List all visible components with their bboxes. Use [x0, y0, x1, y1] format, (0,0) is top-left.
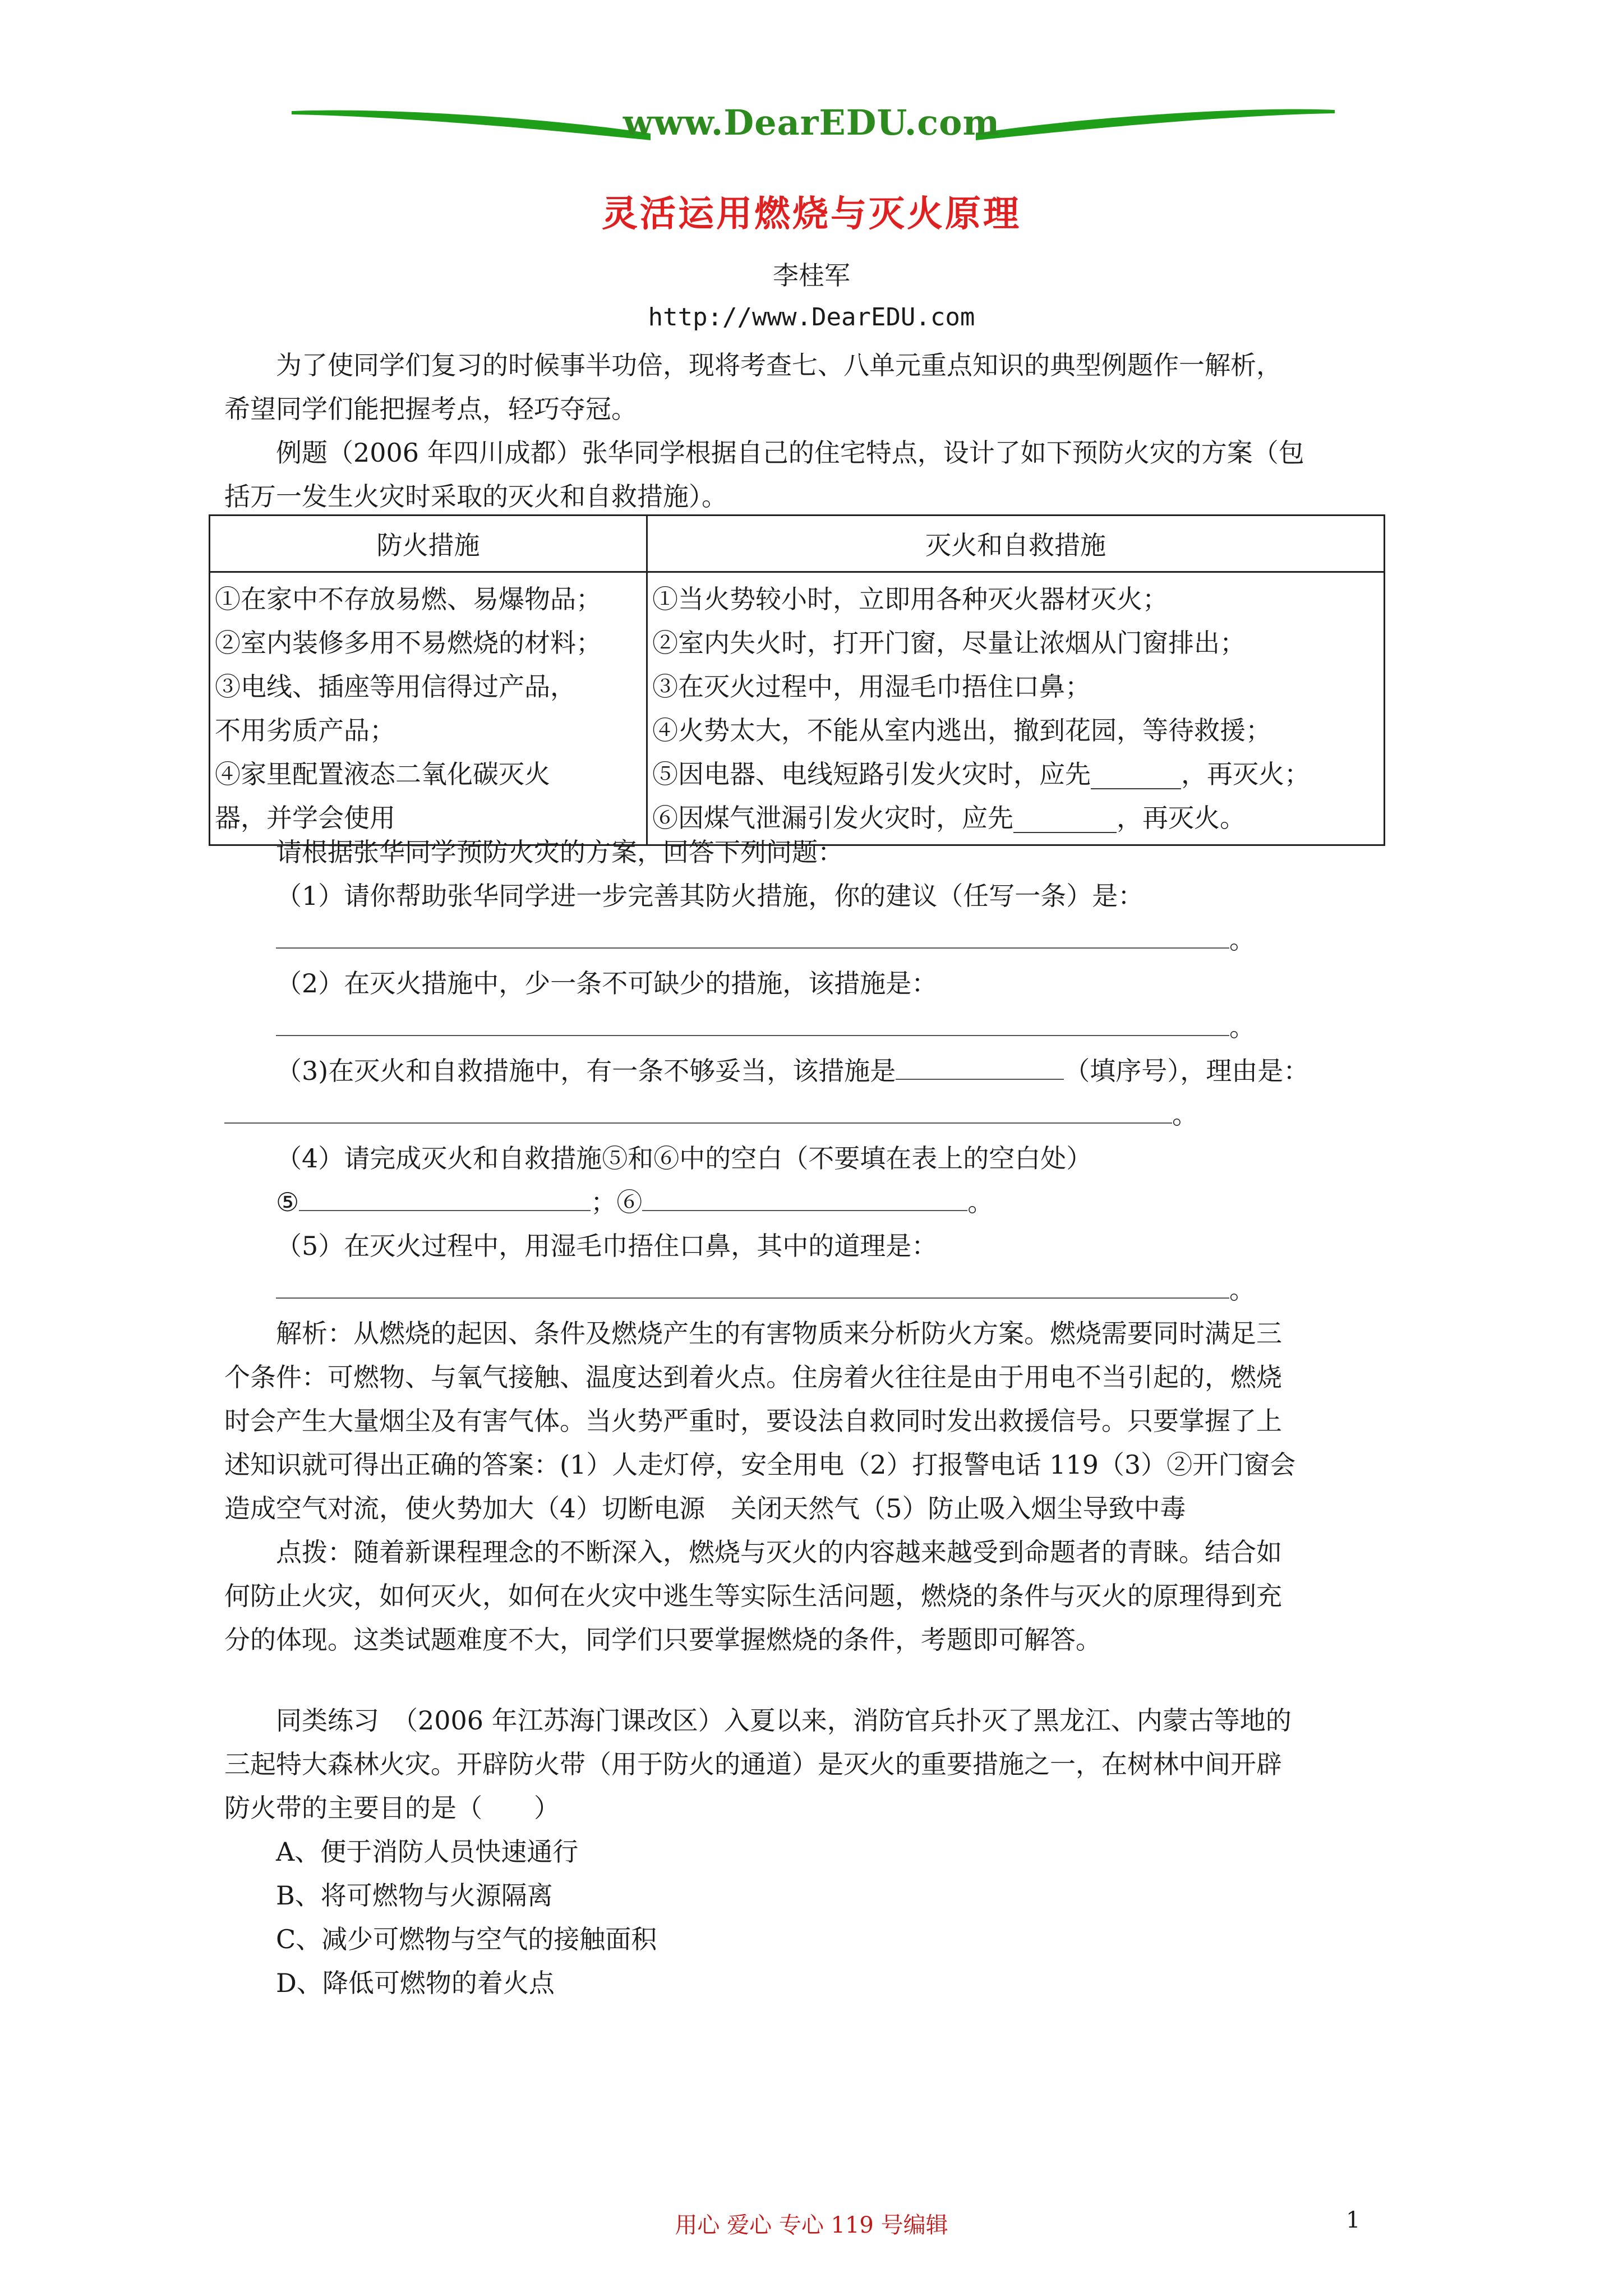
rescue-item: ⑤因电器、电线短路引发火灾时，应先_______，再灭火； — [652, 759, 1310, 789]
prevention-item: 不用劣质产品； — [215, 715, 395, 746]
circled-6: ⑥ — [616, 1187, 643, 1217]
answer-line-5 — [276, 1268, 1255, 1312]
table-header-prevention: 防火措施 — [210, 516, 647, 572]
analysis-line: 述知识就可得出正确的答案：(1）人走灯停，安全用电（2）打报警电话 119（3）②开门窗会 — [224, 1450, 1296, 1480]
practice-line: 三起特大森林火灾。开辟防火带（用于防火的通道）是灭火的重要措施之一，在树林中间开辟 — [224, 1749, 1282, 1779]
prevention-item: 器，并学会使用 — [215, 803, 395, 833]
tips-line: 点拨：随着新课程理念的不断深入，燃烧与灭火的内容越来越受到命题者的青睐。结合如 — [276, 1537, 1282, 1567]
analysis-line: 解析：从燃烧的起因、条件及燃烧产生的有害物质来分析防火方案。燃烧需要同时满足三 — [276, 1318, 1282, 1349]
period: 。 — [1172, 1099, 1198, 1130]
author: 李桂军 — [773, 260, 850, 291]
site-banner-text: www.DearEDU.com — [623, 102, 1000, 143]
rescue-item: ①当火势较小时，立即用各种灭火器材灭火； — [652, 584, 1168, 614]
rescue-item: ③在灭火过程中，用湿毛巾捂住口鼻； — [652, 671, 1091, 702]
option-d: D、降低可燃物的着火点 — [276, 1968, 555, 1998]
page-title: 灵活运用燃烧与灭火原理 — [602, 193, 1021, 235]
option-c: C、减少可燃物与空气的接触面积 — [276, 1924, 657, 1954]
separator: ； — [591, 1187, 617, 1217]
option-b: B、将可燃物与火源隔离 — [276, 1880, 553, 1911]
analysis-line: 时会产生大量烟尘及有害气体。当火势严重时，要设法自救同时发出救援信号。只要掌握了上 — [224, 1406, 1282, 1436]
answer-blank[interactable] — [224, 1099, 1172, 1124]
option-a: A、便于消防人员快速通行 — [276, 1837, 579, 1867]
answer-blank[interactable] — [276, 1011, 1229, 1036]
period: 。 — [1229, 1274, 1255, 1305]
prevention-item: ①在家中不存放易燃、易爆物品； — [215, 584, 602, 614]
question-3-text-2: （填序号），理由是： — [1064, 1056, 1310, 1086]
analysis-line: 个条件：可燃物、与氧气接触、温度达到着火点。住房着火往往是由于用电不当引起的，燃烧 — [224, 1362, 1282, 1392]
intro-line-2: 希望同学们能把握考点，轻巧夺冠。 — [224, 394, 637, 424]
footer-text: 用心 爱心 专心 119 号编辑 — [675, 2212, 948, 2238]
tips-line: 何防止火灾，如何灭火，如何在火灾中逃生等实际生活问题，燃烧的条件与灭火的原理得到充 — [224, 1581, 1282, 1611]
rescue-item: ⑥因煤气泄漏引发火灾时，应先________，再灭火。 — [652, 803, 1246, 833]
prevention-item: ②室内装修多用不易燃烧的材料； — [215, 628, 602, 658]
period: 。 — [1229, 1012, 1255, 1042]
rescue-item: ②室内失火时，打开门窗，尽量让浓烟从门窗排出； — [652, 628, 1246, 658]
answer-line-2 — [276, 1005, 1255, 1049]
analysis-line: 造成空气对流，使火势加大（4）切断电源 关闭天然气（5）防止吸入烟尘导致中毒 — [224, 1493, 1186, 1524]
fire-prevention-table — [209, 514, 1385, 846]
question-4: （4）请完成灭火和自救措施⑤和⑥中的空白（不要填在表上的空白处） — [276, 1143, 1092, 1174]
prevention-cell — [210, 572, 647, 845]
answer-line-1 — [276, 918, 1255, 961]
intro-line-1: 为了使同学们复习的时候事半功倍，现将考查七、八单元重点知识的典型例题作一解析， — [276, 350, 1282, 380]
source-url: http://www.DearEDU.com — [648, 303, 975, 332]
table-header-rescue: 灭火和自救措施 — [647, 516, 1385, 572]
practice-line: 防火带的主要目的是（ ） — [224, 1793, 560, 1823]
answer-line-3 — [224, 1093, 1198, 1137]
question-5: （5）在灭火过程中，用湿毛巾捂住口鼻，其中的道理是： — [276, 1231, 938, 1261]
question-1: （1）请你帮助张华同学进一步完善其防火措施，你的建议（任写一条）是： — [276, 881, 1144, 911]
answer-blank[interactable] — [299, 1186, 591, 1211]
question-2: （2）在灭火措施中，少一条不可缺少的措施，该措施是： — [276, 968, 938, 999]
example-line-1: 例题（2006 年四川成都）张华同学根据自己的住宅特点，设计了如下预防火灾的方案（包 — [276, 438, 1304, 468]
practice-line: 同类练习 （2006 年江苏海门课改区）入夏以来，消防官兵扑灭了黑龙江、内蒙古等地的 — [276, 1705, 1292, 1736]
rescue-item: ④火势太大，不能从室内逃出，撤到花园，等待救援； — [652, 715, 1271, 746]
question-3 — [276, 1049, 1309, 1093]
answer-line-4 — [276, 1180, 993, 1224]
page-number: 1 — [1346, 2207, 1361, 2233]
period: 。 — [1229, 924, 1255, 955]
prevention-item: ③电线、插座等用信得过产品， — [215, 671, 576, 702]
tips-line: 分的体现。这类试题难度不大，同学们只要掌握燃烧的条件，考题即可解答。 — [224, 1625, 1101, 1655]
answer-blank[interactable] — [276, 1274, 1229, 1299]
rescue-cell — [647, 572, 1385, 845]
answer-blank[interactable] — [896, 1055, 1064, 1080]
answer-blank[interactable] — [276, 924, 1229, 949]
period: 。 — [967, 1187, 994, 1217]
questions-lead: 请根据张华同学预防火灾的方案，回答下列问题： — [276, 837, 843, 867]
question-3-text: （3)在灭火和自救措施中，有一条不够妥当，该措施是 — [276, 1056, 896, 1086]
answer-blank[interactable] — [642, 1186, 967, 1211]
example-line-2: 括万一发生火灾时采取的灭火和自救措施）。 — [224, 481, 727, 512]
circled-5: ⑤ — [276, 1187, 299, 1217]
prevention-item: ④家里配置液态二氧化碳灭火 — [215, 759, 550, 789]
